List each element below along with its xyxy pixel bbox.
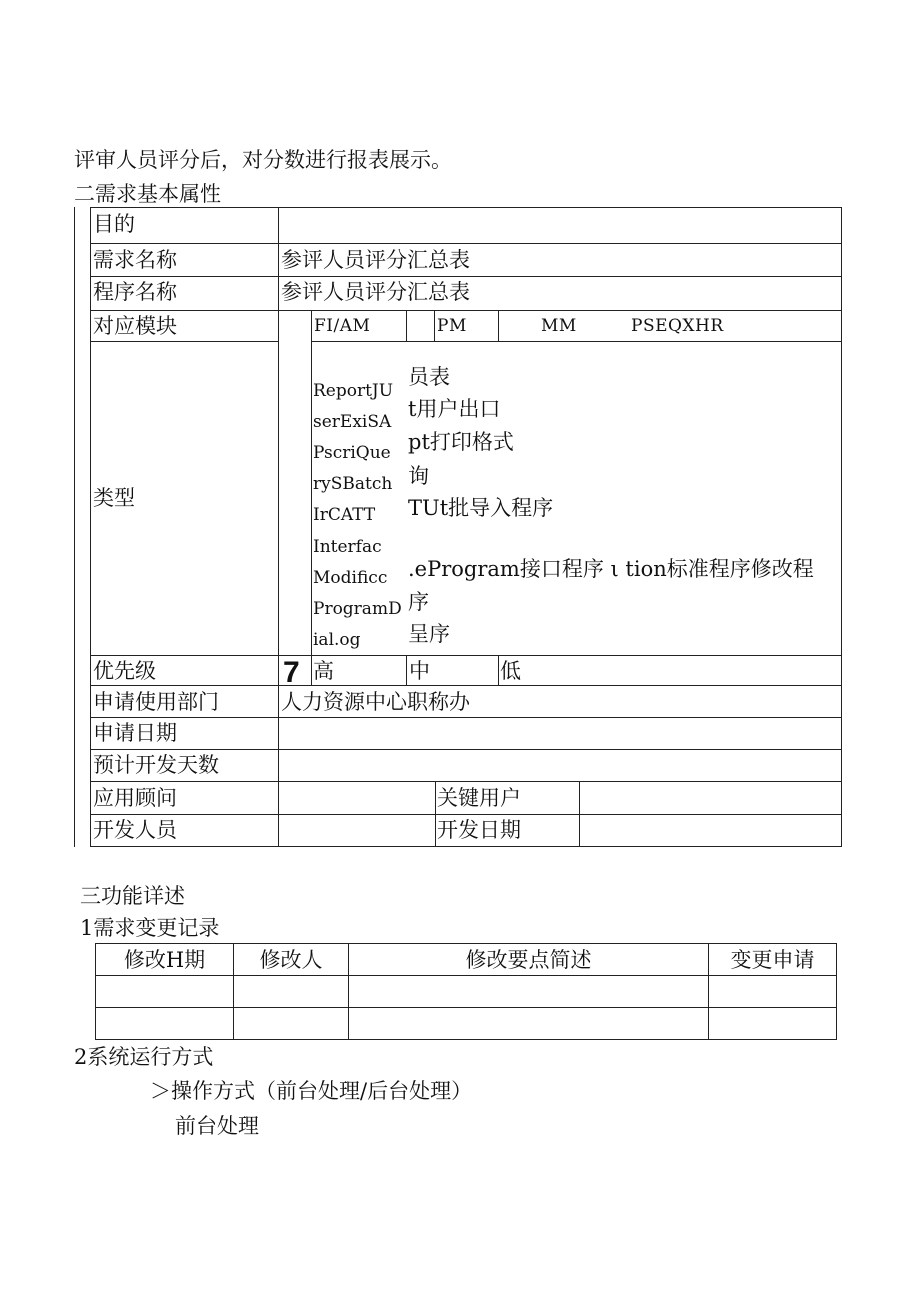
table-cell[interactable] bbox=[233, 1007, 349, 1040]
priority-mark: 7 bbox=[283, 656, 300, 689]
run-mode-bullet: ＞操作方式（前台处理/后台处理） bbox=[150, 1079, 473, 1103]
module-label: 对应模块 bbox=[93, 314, 177, 338]
req-name-value: 参评人员评分汇总表 bbox=[281, 248, 470, 272]
table-cell[interactable] bbox=[348, 1007, 709, 1040]
developer-value-cell[interactable] bbox=[278, 814, 436, 847]
table-cell[interactable] bbox=[95, 975, 234, 1008]
change-log-header: 修改要点简述 bbox=[465, 948, 592, 972]
table-cell[interactable] bbox=[95, 1007, 234, 1040]
table-cell[interactable] bbox=[708, 975, 837, 1008]
section-title-basic-attributes: 二需求基本属性 bbox=[74, 182, 221, 206]
intro-text: 评审人员评分后，对分数进行报表展示。 bbox=[74, 148, 452, 172]
priority-mid[interactable]: 中 bbox=[409, 659, 430, 683]
priority-label: 优先级 bbox=[93, 659, 156, 683]
consultant-value-cell[interactable] bbox=[278, 781, 436, 815]
type-code: ReportJU bbox=[313, 381, 394, 401]
section-title-function-detail: 三功能详述 bbox=[80, 884, 185, 908]
type-label: 类型 bbox=[93, 486, 135, 510]
key-user-label: 关键用户 bbox=[437, 786, 521, 810]
type-desc: 询 bbox=[408, 464, 429, 488]
purpose-value-cell[interactable] bbox=[278, 207, 842, 244]
change-log-header: 变更申请 bbox=[730, 948, 815, 972]
module-pseqxhr: PSEQXHR bbox=[631, 316, 724, 336]
prog-name-value: 参评人员评分汇总表 bbox=[281, 280, 470, 304]
purpose-label: 目的 bbox=[93, 212, 135, 236]
module-pm: PM bbox=[437, 316, 467, 336]
date-value-cell[interactable] bbox=[278, 717, 842, 750]
module-mm: MM bbox=[541, 316, 577, 336]
type-code: rySBatch bbox=[313, 474, 393, 494]
table-cell[interactable] bbox=[233, 975, 349, 1008]
priority-high[interactable]: 高 bbox=[313, 659, 334, 683]
type-code: ial.og bbox=[313, 630, 361, 650]
table-cell[interactable] bbox=[348, 975, 709, 1008]
type-code: Modificc bbox=[313, 568, 388, 588]
type-desc: 呈序 bbox=[408, 622, 450, 646]
type-code: PscriQue bbox=[313, 443, 391, 463]
days-label: 预计开发天数 bbox=[93, 753, 219, 777]
type-desc: 序 bbox=[408, 590, 429, 614]
dept-label: 申请使用部门 bbox=[93, 690, 219, 714]
days-value-cell[interactable] bbox=[278, 749, 842, 782]
dev-date-value-cell[interactable] bbox=[579, 814, 842, 847]
key-user-value-cell[interactable] bbox=[579, 781, 842, 815]
change-log-header: 修改人 bbox=[259, 948, 323, 972]
type-desc: 员表 bbox=[408, 365, 450, 389]
change-log-title: 1需求变更记录 bbox=[80, 916, 220, 940]
type-code: ProgramD bbox=[313, 599, 402, 619]
developer-label: 开发人员 bbox=[93, 818, 177, 842]
type-code: IrCATT bbox=[313, 505, 376, 525]
type-desc: .eProgram接口程序 ι tion标准程序修改程 bbox=[408, 557, 814, 581]
run-mode-title: 2系统运行方式 bbox=[74, 1045, 214, 1069]
priority-low[interactable]: 低 bbox=[500, 659, 521, 683]
req-name-label: 需求名称 bbox=[93, 248, 177, 272]
type-code: Interfac bbox=[313, 537, 382, 557]
type-desc: pt打印格式 bbox=[408, 430, 514, 454]
type-code: serExiSA bbox=[313, 412, 392, 432]
type-desc: t用户出口 bbox=[408, 397, 501, 421]
run-mode-value: 前台处理 bbox=[175, 1114, 259, 1138]
table-cell[interactable] bbox=[708, 1007, 837, 1040]
change-log-header: 修改H期 bbox=[123, 948, 206, 972]
date-label: 申请日期 bbox=[93, 721, 177, 745]
prog-name-label: 程序名称 bbox=[93, 280, 177, 304]
type-desc: TUt批导入程序 bbox=[408, 496, 554, 520]
consultant-label: 应用顾问 bbox=[93, 786, 177, 810]
dept-value: 人力资源中心职称办 bbox=[281, 690, 470, 714]
dev-date-label: 开发日期 bbox=[437, 818, 521, 842]
module-fi-am: FI/AM bbox=[314, 316, 371, 336]
